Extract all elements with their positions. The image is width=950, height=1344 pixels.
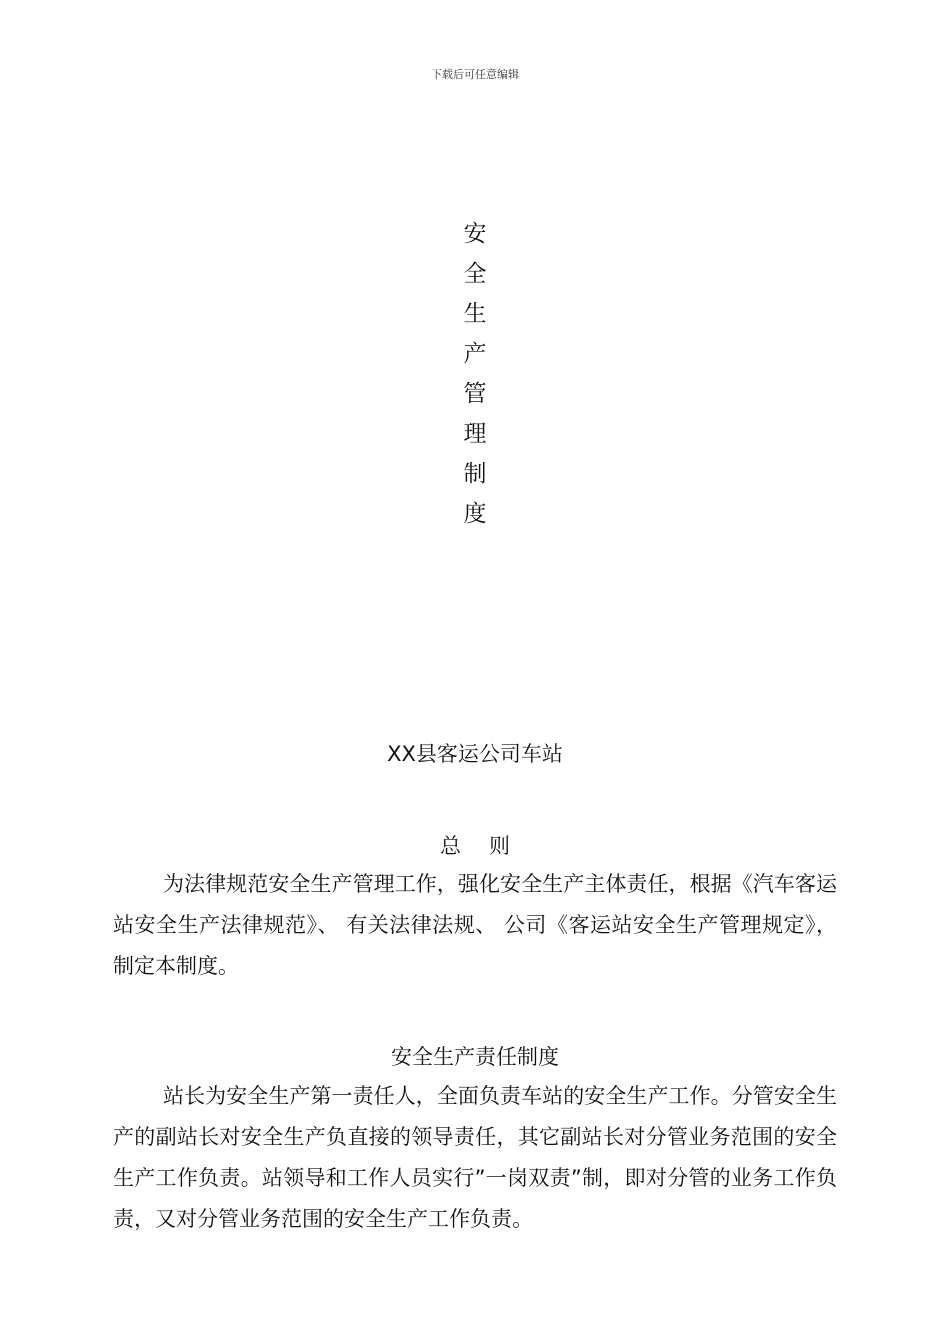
title-char: 度 [463,501,487,527]
title-char: 管 [463,381,487,407]
title-char: 生 [463,301,487,327]
page-header-note: 下载后可任意编辑 [431,68,519,81]
section-paragraph-general: 为法律规范安全生产管理工作，强化安全生产主体责任，根据《汽车客运站安全生产法律规范》、 有关法律法规、 公司《客运站安全生产管理规定》，制定本制度。 [113,872,837,978]
title-char: 制 [463,461,487,487]
title-char: 全 [463,261,487,287]
title-char: 安 [463,221,487,247]
organization-name: XX县客运公司车站 [387,742,563,766]
title-char: 理 [463,421,487,447]
title-char: 产 [463,341,487,367]
section-paragraph-responsibility: 站长为安全生产第一责任人，全面负责车站的安全生产工作。分管安全生产的副站长对安全生产负直接的领导责任，其它副站长对分管业务范围的安全生产工作负责。站领导和工作人员实行”一岗双责”制，即对分管的业务工作负责，又对分管业务范围的安全生产工作负责。 [113,1084,837,1231]
section-heading-responsibility: 安全生产责任制度 [391,1045,559,1069]
section-heading-general: 总则 [440,834,538,858]
document-title [0,214,950,534]
